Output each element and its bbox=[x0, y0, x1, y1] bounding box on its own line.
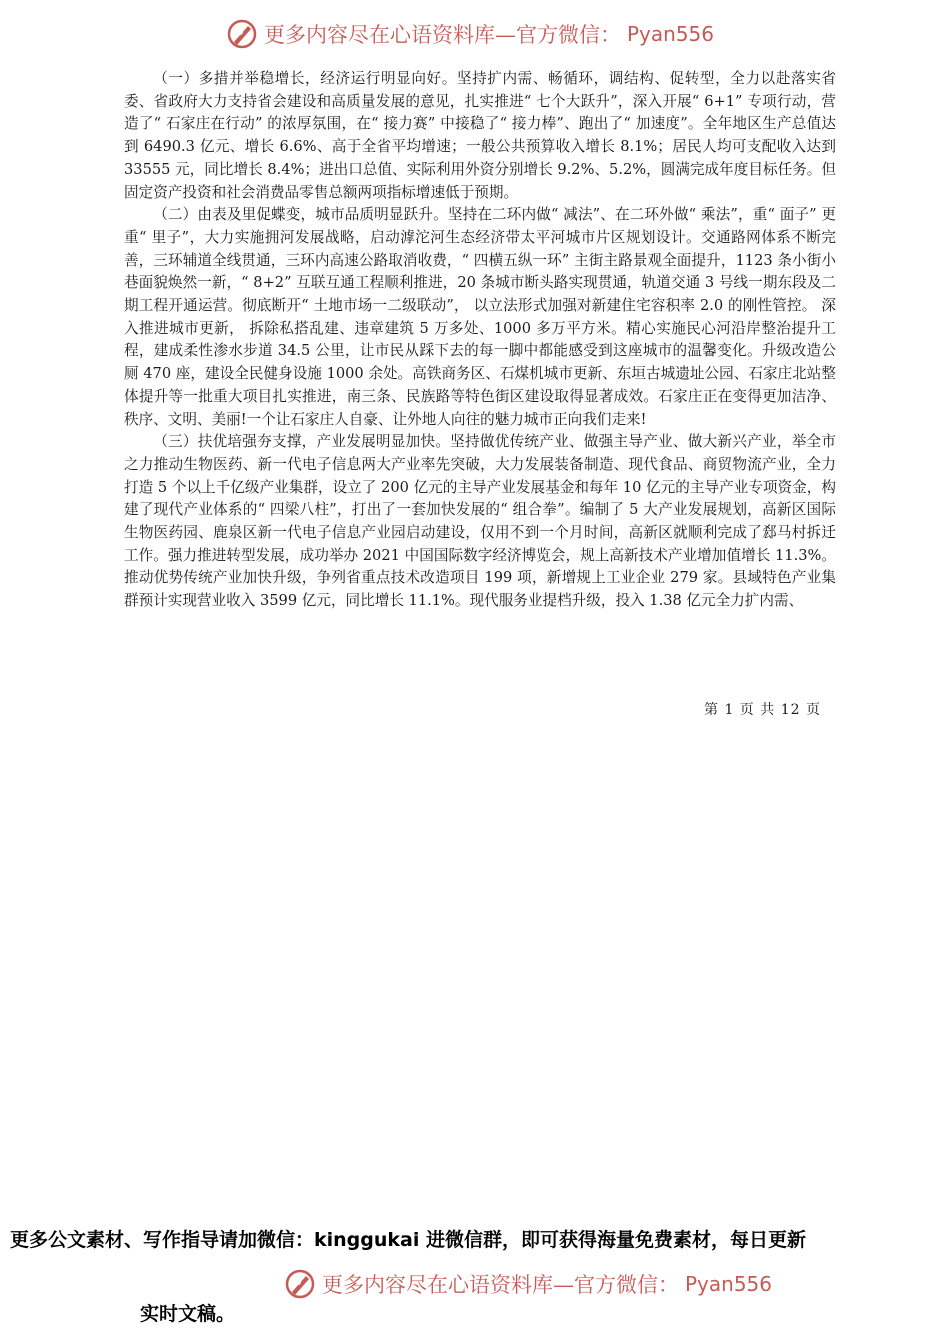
watermark-wechat-id: Pyan556 bbox=[685, 1272, 773, 1296]
watermark-wechat-id: Pyan556 bbox=[627, 22, 715, 46]
footer-promo-line1: 更多公文素材、写作指导请加微信：kinggukai 进微信群，即可获得海量免费素材，每日更新 bbox=[10, 1229, 806, 1251]
watermark-header bbox=[226, 18, 714, 50]
paragraph-3: （三）扶优培强夯支撑，产业发展明显加快。坚持做优传统产业、做强主导产业、做大新兴产业，举全市之力推动生物医药、新一代电子信息两大产业率先突破，大力发展装备制造、现代食品、商贸物流产业，全力打造 5 个以上千亿级产业集群，设立了 200 亿元的主导产业发展基金和每年 10 亿元的主导产业专项资金，构建了现代产业体系的“ 四梁八柱”，打出了一套加快发展的“ 组合拳”。编制了 5 大产业发展规划，高新区国际生物医药园、鹿泉区新一代电子信息产业园启动建设，仅用不到一个月时间，高新区就顺利完成了郄马村拆迁工作。强力推进转型发展，成功举办 2021 中国国际数字经济博览会，规上高新技术产业增加值增长 11.3%。推动优势传统产业加快升级，争列省重点技术改造项目 199 项，新增规上工业企业 279 家。县域特色产业集群预计实现营业收入 3599 亿元，同比增长 11.1%。现代服务业提档升级，投入 1.38 亿元全力扩内需、 bbox=[124, 433, 836, 610]
footer-promo-line2: 实时文稿。 bbox=[140, 1303, 236, 1325]
pen-logo-icon bbox=[226, 18, 258, 50]
watermark-text: 更多内容尽在心语资料库—官方微信： bbox=[322, 1273, 679, 1297]
watermark-footer bbox=[284, 1268, 772, 1300]
document-body bbox=[124, 68, 836, 613]
watermark-text: 更多内容尽在心语资料库—官方微信： bbox=[264, 23, 621, 47]
page-number: 第 1 页 共 12 页 bbox=[704, 702, 821, 718]
pen-logo-icon bbox=[284, 1268, 316, 1300]
paragraph-1: （一）多措并举稳增长，经济运行明显向好。坚持扩内需、畅循环，调结构、促转型，全力以赴落实省委、省政府大力支持省会建设和高质量发展的意见，扎实推进“ 七个大跃升”，深入开展“ 6+1” 专项行动，营造了“ 石家庄在行动” 的浓厚氛围，在“ 接力赛” 中接稳了“ 接力棒”、跑出了“ 加速度”。全年地区生产总值达到 6490.3 亿元、增长 6.6%、高于全省平均增速；一般公共预算收入增长 8.1%；居民人均可支配收入达到 33555 元，同比增长 8.4%；进出口总值、实际利用外资分别增长 9.2%、5.2%，圆满完成年度目标任务。但固定资产投资和社会消费品零售总额两项指标增速低于预期。 bbox=[124, 70, 836, 201]
paragraph-2: （二）由表及里促蝶变，城市品质明显跃升。坚持在二环内做“ 减法”、在二环外做“ 乘法”，重“ 面子” 更重“ 里子”，大力实施拥河发展战略，启动滹沱河生态经济带太平河城市片区规划设计。交通路网体系不断完善，三环辅道全线贯通，三环内高速公路取消收费，“ 四横五纵一环” 主街主路景观全面提升，1123 条小街小巷面貌焕然一新，“ 8+2” 互联互通工程顺利推进，20 条城市断头路实现贯通，轨道交通 3 号线一期东段及二期工程开通运营。彻底断开“ 土地市场一二级联动”， 以立法形式加强对新建住宅容积率 2.0 的刚性管控。 深入推进城市更新， 拆除私搭乱建、违章建筑 5 万多处、1000 多万平方米。精心实施民心河沿岸整治提升工程，建成柔性渗水步道 34.5 公里，让市民从踩下去的每一脚中都能感受到这座城市的温馨变化。升级改造公厕 470 座，建设全民健身设施 1000 余处。高铁商务区、石煤机城市更新、东垣古城遗址公园、石家庄北站整体提升等一批重大项目扎实推进，南三条、民族路等特色街区建设取得显著成效。石家庄正在变得更加洁净、秩序、文明、美丽!一个让石家庄人自豪、让外地人向往的魅力城市正向我们走来! bbox=[124, 206, 836, 428]
